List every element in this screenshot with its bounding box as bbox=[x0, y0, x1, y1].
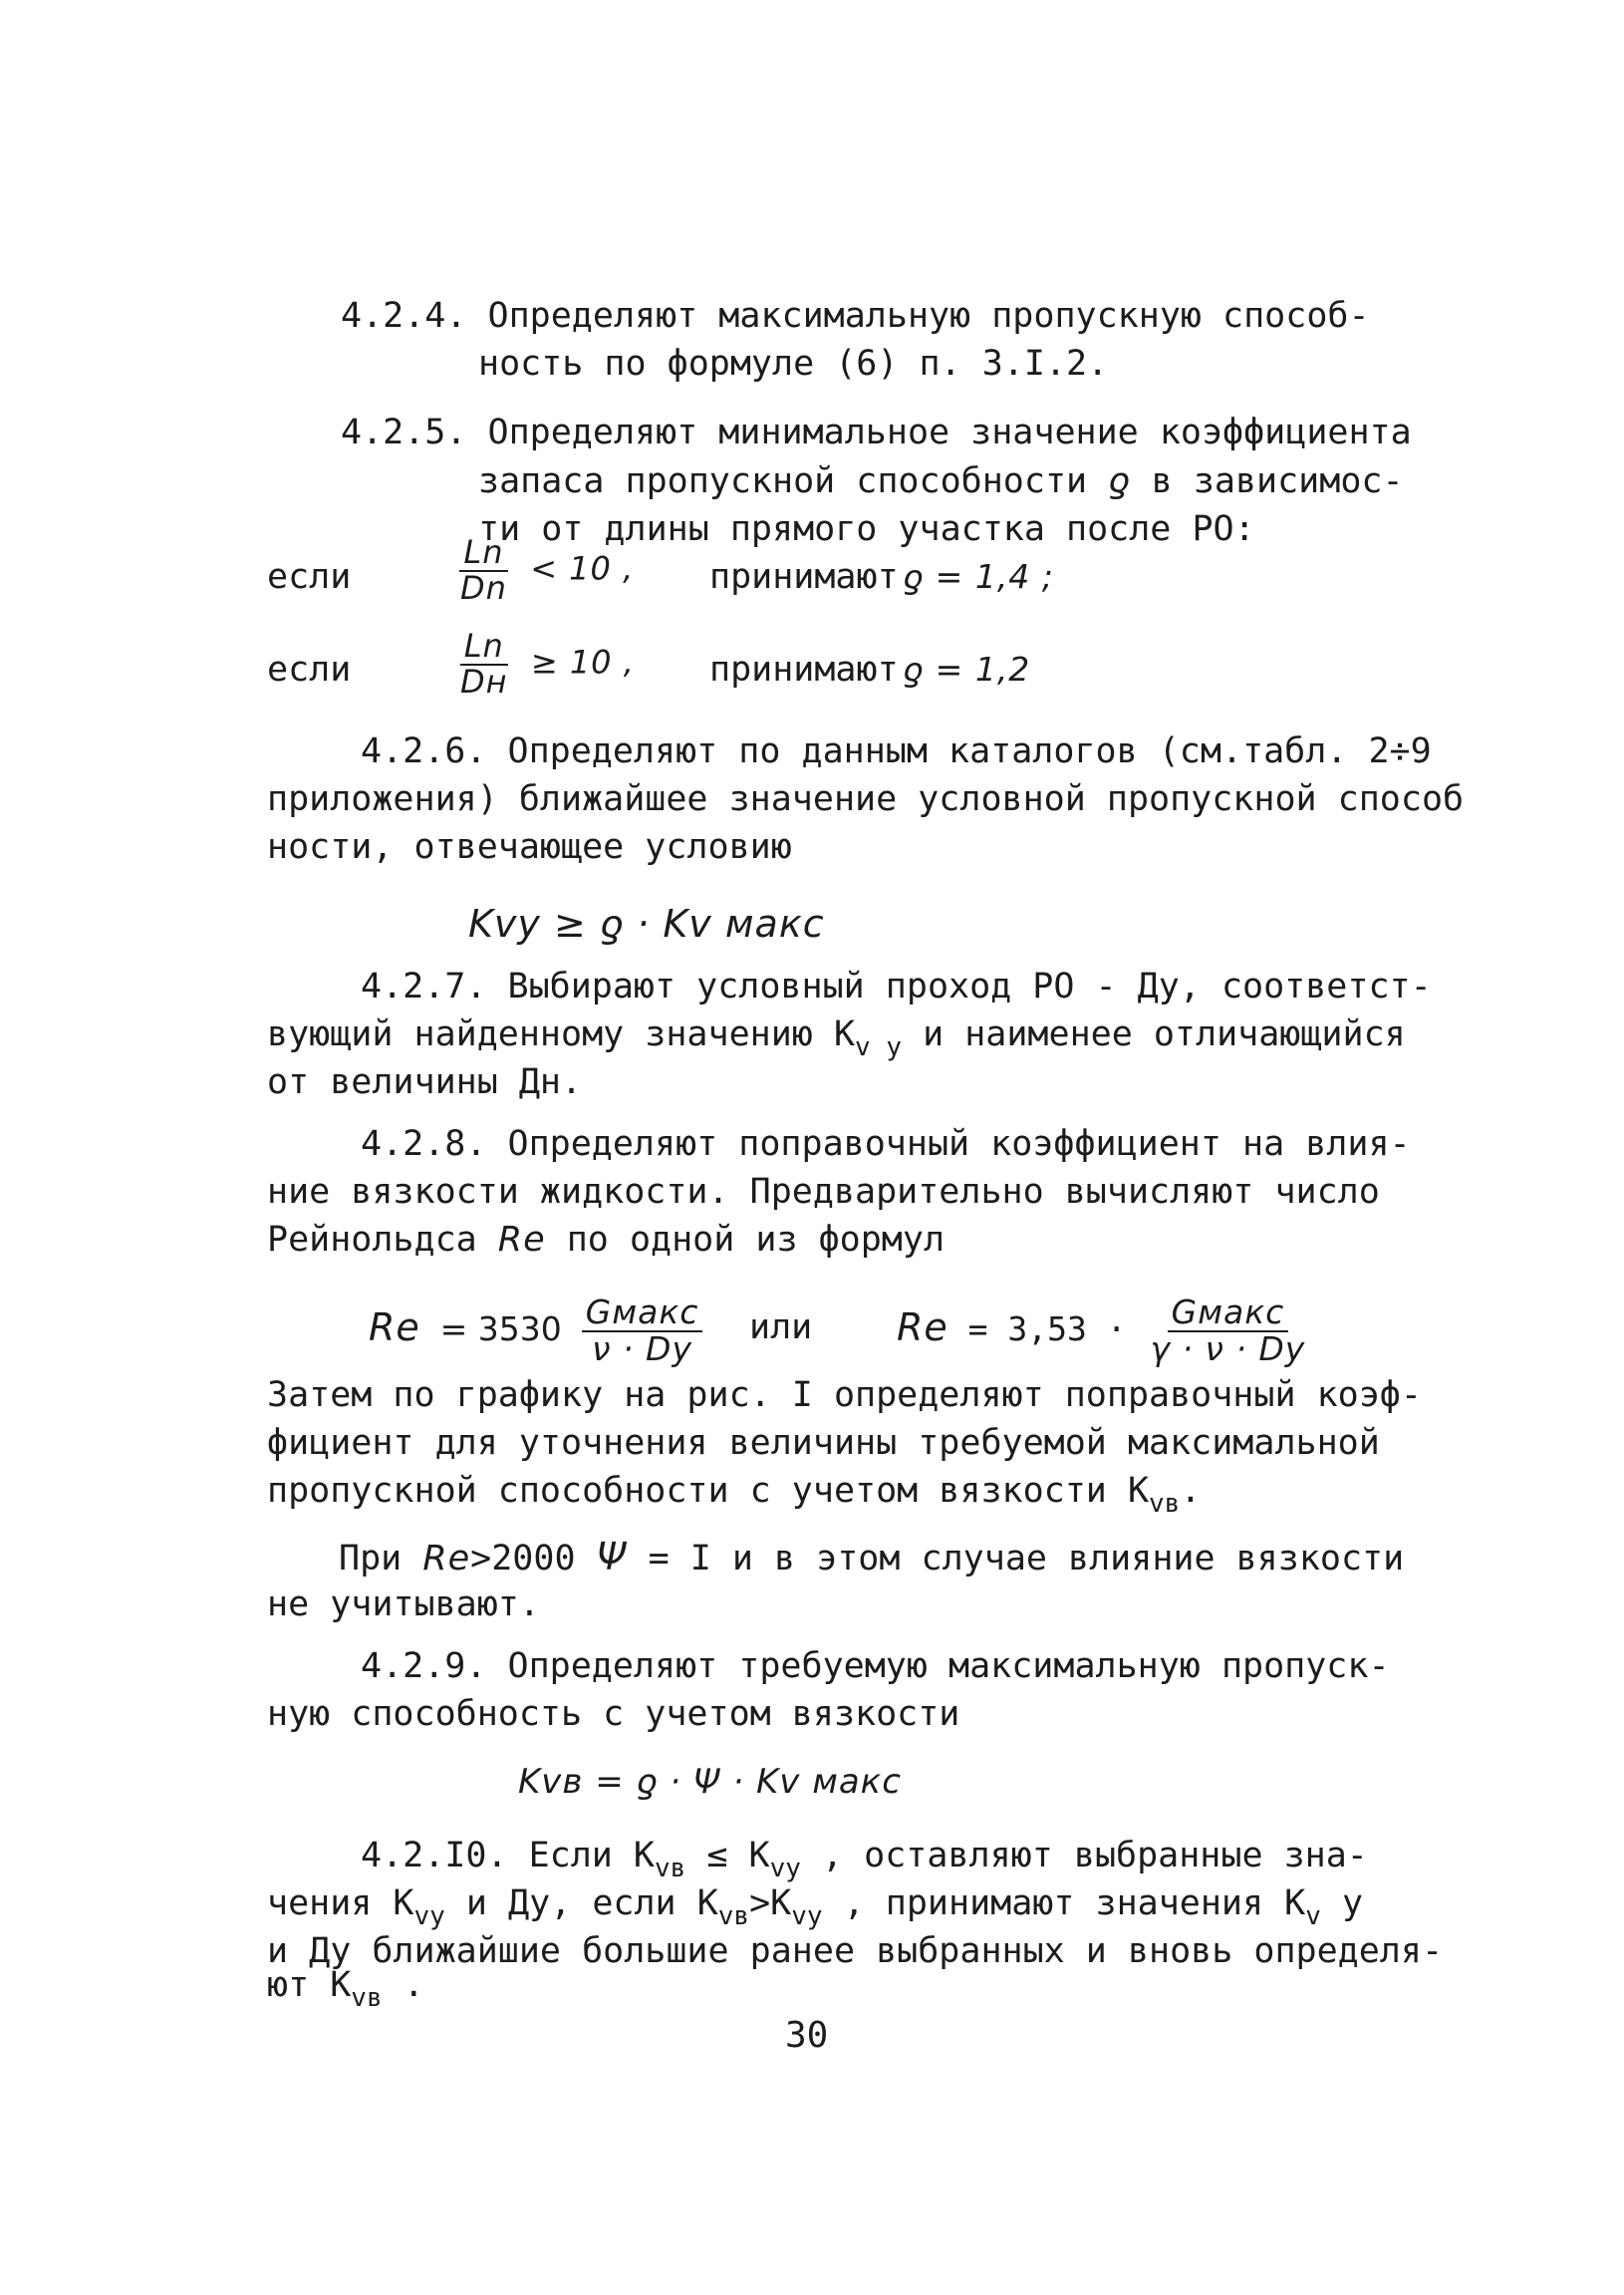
page-number: 30 bbox=[785, 2015, 829, 2056]
section-4-2-4 bbox=[341, 292, 1370, 340]
text-run: . bbox=[1180, 1471, 1202, 1511]
psi-symbol: Ψ bbox=[596, 1535, 628, 1578]
formula-lhs: Re bbox=[897, 1305, 948, 1350]
formula-fraction bbox=[582, 1292, 703, 1368]
text-run: >К bbox=[749, 1883, 792, 1923]
paragraph-line: ности, отвечающее условию bbox=[267, 827, 792, 867]
paragraph-line bbox=[478, 457, 1404, 505]
section-number: 4.2.4. bbox=[341, 296, 467, 336]
reynolds-symbol: Re bbox=[497, 1220, 546, 1260]
paragraph-line: фициент для уточнения величины требуемой максимальной bbox=[267, 1423, 1380, 1463]
text-run: вующий найденному значению К bbox=[267, 1014, 856, 1054]
paragraph-line: не учитывают. bbox=[267, 1584, 540, 1624]
relation: < 10 , bbox=[530, 549, 635, 588]
or-word: или bbox=[749, 1307, 813, 1347]
text-run: = I и в этом случае влияние вязкости bbox=[648, 1539, 1405, 1578]
relation: ≥ 10 , bbox=[530, 643, 635, 682]
paragraph-line: 4.2.8. Определяют поправочный коэффициент на влия- bbox=[361, 1124, 1411, 1164]
formula-coefficient: = 3,53 · bbox=[967, 1309, 1127, 1349]
fraction-denominator: Dн bbox=[460, 662, 508, 701]
text-run: При bbox=[339, 1539, 403, 1578]
fraction-numerator: Ln bbox=[460, 630, 508, 666]
paragraph-line: ную способность с учетом вязкости bbox=[267, 1694, 960, 1734]
condition-if-1: если bbox=[267, 557, 352, 597]
fraction-denominator: Dn bbox=[460, 568, 507, 607]
fraction-denominator: γ · ν · Dу bbox=[1150, 1328, 1306, 1368]
paragraph-line: Определяют минимальное значение коэффициента bbox=[487, 413, 1412, 452]
fraction-denominator: ν · Dу bbox=[592, 1328, 692, 1368]
subscript: vу bbox=[413, 1901, 445, 1931]
section-4-2-5 bbox=[341, 409, 1412, 456]
text-run: запаса пропускной способности bbox=[478, 461, 1088, 501]
section-number: 4.2.5. bbox=[341, 413, 467, 452]
text-run: ≤ К bbox=[706, 1836, 770, 1875]
formula-coefficient: = 3530 bbox=[439, 1309, 562, 1349]
accept-label-1: принимают bbox=[709, 557, 899, 597]
paragraph-line: и Ду ближайшие большие ранее выбранных и вновь определя- bbox=[267, 1931, 1444, 1971]
text-run: . bbox=[403, 1965, 424, 2005]
subscript: vв bbox=[717, 1901, 750, 1931]
paragraph-line: ность по формуле (6) п. 3.I.2. bbox=[478, 344, 1109, 384]
coefficient-symbol: ƍ bbox=[1108, 461, 1131, 501]
text-run: чения К bbox=[267, 1883, 414, 1923]
text-run: , принимают значения К bbox=[843, 1883, 1306, 1923]
paragraph-line: приложения) ближайшее значение условной пропускной способ bbox=[267, 779, 1465, 819]
reynolds-symbol: Re bbox=[422, 1539, 471, 1578]
formula-kvy: Kvy ≥ ƍ · Kv макс bbox=[468, 902, 825, 946]
paragraph-line bbox=[267, 1467, 1201, 1518]
subscript: vв bbox=[1149, 1489, 1181, 1519]
paragraph-line: Затем по графику на рис. I определяют поправочный коэф- bbox=[267, 1375, 1422, 1415]
formula-fraction bbox=[1147, 1292, 1310, 1368]
subscript: vв bbox=[655, 1854, 686, 1883]
paragraph-line: ти от длины прямого участка после РО: bbox=[478, 509, 1255, 549]
paragraph-line: 4.2.9. Определяют требуемую максимальную пропуск- bbox=[361, 1646, 1390, 1686]
paragraph-line bbox=[361, 1832, 1368, 1882]
paragraph-line: 4.2.6. Определяют по данным каталогов (см.табл. 2÷9 bbox=[361, 731, 1432, 771]
text-run: и наименее отличающийся bbox=[923, 1014, 1406, 1054]
paragraph-line bbox=[267, 1965, 424, 2013]
formula-kvv: Kvв = ƍ · Ψ · Kv макс bbox=[518, 1762, 902, 1802]
subscript: v у bbox=[855, 1032, 902, 1062]
subscript: v bbox=[1305, 1901, 1321, 1931]
accepted-value-2: ƍ = 1,2 bbox=[903, 650, 1031, 689]
text-run: у bbox=[1341, 1883, 1364, 1923]
text-run: ют К bbox=[267, 1965, 352, 2005]
paragraph-line: от величины Дн. bbox=[267, 1062, 583, 1102]
text-run: , оставляют выбранные зна- bbox=[822, 1836, 1368, 1875]
fraction-numerator: Gмакс bbox=[582, 1295, 703, 1332]
accepted-value-1: ƍ = 1,4 ; bbox=[903, 557, 1054, 596]
condition-formula-2 bbox=[456, 627, 635, 701]
paragraph-line: Определяют максимальную пропускную способ- bbox=[487, 296, 1370, 336]
paragraph-line: ние вязкости жидкости. Предварительно вычисляют число bbox=[267, 1172, 1380, 1212]
formula-reynolds-1 bbox=[369, 1292, 702, 1368]
ratio-fraction bbox=[456, 627, 512, 701]
paragraph-line bbox=[267, 1879, 1363, 1930]
accept-label-2: принимают bbox=[709, 650, 899, 690]
condition-if-2: если bbox=[267, 650, 352, 690]
text-run: по одной из формул bbox=[566, 1220, 946, 1260]
condition-formula-1 bbox=[456, 533, 635, 607]
text-run: >2000 bbox=[470, 1539, 576, 1578]
paragraph-line bbox=[267, 1010, 1406, 1061]
text-run: Рейнольдса bbox=[267, 1220, 477, 1260]
text-run: в зависимос- bbox=[1151, 461, 1404, 501]
fraction-numerator: Gмакс bbox=[1168, 1295, 1289, 1332]
text-run: 4.2.I0. Если К bbox=[361, 1836, 656, 1875]
paragraph-line: 4.2.7. Выбирают условный проход РО - Ду, соответст- bbox=[361, 967, 1432, 1006]
subscript: vу bbox=[769, 1854, 801, 1883]
ratio-fraction bbox=[456, 533, 511, 607]
formula-reynolds-2 bbox=[897, 1292, 1309, 1368]
formula-lhs: Re bbox=[369, 1305, 420, 1350]
text-run: и Ду, если К bbox=[465, 1883, 718, 1923]
text-run: пропускной способности с учетом вязкости К bbox=[267, 1471, 1150, 1511]
fraction-numerator: Ln bbox=[459, 536, 507, 572]
paragraph-line bbox=[267, 1216, 945, 1264]
subscript: vу bbox=[791, 1901, 823, 1931]
subscript: vв bbox=[351, 1983, 383, 2013]
paragraph-line bbox=[339, 1533, 1404, 1582]
